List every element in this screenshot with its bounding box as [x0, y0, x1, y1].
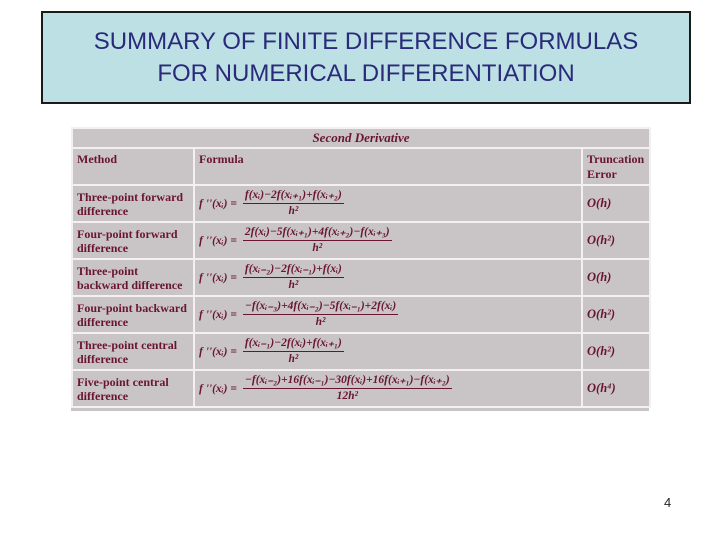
formula-numerator: f(xᵢ₋₂)−2f(xᵢ₋₁)+f(xᵢ): [243, 263, 344, 278]
formula-lhs: f ''(xᵢ) =: [199, 345, 237, 358]
formula-lhs: f ''(xᵢ) =: [199, 271, 237, 284]
formula-table-container: [71, 127, 649, 411]
column-header-error: Truncation Error: [582, 148, 650, 185]
formula-cell: [194, 333, 582, 370]
truncation-error-cell: O(h): [582, 259, 650, 296]
formula-denominator: h²: [288, 353, 299, 365]
formula-fraction: [243, 189, 344, 218]
formula-lhs: f ''(xᵢ) =: [199, 308, 237, 321]
table-row: [72, 370, 650, 407]
column-header-method: Method: [72, 148, 194, 185]
formula-denominator: h²: [312, 242, 323, 254]
formula-numerator: 2f(xᵢ)−5f(xᵢ₊₁)+4f(xᵢ₊₂)−f(xᵢ₊₃): [243, 226, 392, 241]
truncation-error-cell: O(h²): [582, 296, 650, 333]
table-row: [72, 296, 650, 333]
formula-numerator: f(xᵢ₋₁)−2f(xᵢ)+f(xᵢ₊₁): [243, 337, 344, 352]
table-row: [72, 185, 650, 222]
formula-lhs: f ''(xᵢ) =: [199, 234, 237, 247]
formula-cell: [194, 185, 582, 222]
formula-fraction: [243, 300, 398, 329]
formula-cell: [194, 296, 582, 333]
method-cell: Four-point backward difference: [72, 296, 194, 333]
formula-denominator: h²: [288, 279, 299, 291]
formula-fraction: [243, 337, 344, 366]
method-cell: Four-point forward difference: [72, 222, 194, 259]
formula-numerator: f(xᵢ)−2f(xᵢ₊₁)+f(xᵢ₊₂): [243, 189, 344, 204]
formula-fraction: [243, 374, 452, 403]
slide-title-line-2: FOR NUMERICAL DIFFERENTIATION: [157, 59, 575, 87]
table-row: [72, 222, 650, 259]
formula-fraction: [243, 226, 392, 255]
method-cell: Three-point central difference: [72, 333, 194, 370]
truncation-error-cell: O(h⁴): [582, 370, 650, 407]
formula-lhs: f ''(xᵢ) =: [199, 197, 237, 210]
slide-title-line-1: SUMMARY OF FINITE DIFFERENCE FORMULAS: [93, 27, 639, 55]
method-cell: Three-point backward difference: [72, 259, 194, 296]
table-section-title: Second Derivative: [72, 128, 650, 148]
formula-fraction: [243, 263, 344, 292]
table-row: [72, 333, 650, 370]
formula-numerator: −f(xᵢ₋₃)+4f(xᵢ₋₂)−5f(xᵢ₋₁)+2f(xᵢ): [243, 300, 398, 315]
formula-cell: [194, 222, 582, 259]
formula-denominator: 12h²: [336, 390, 358, 402]
truncation-error-cell: O(h): [582, 185, 650, 222]
slide-title: [41, 11, 691, 104]
table-row: [72, 259, 650, 296]
method-cell: Five-point central difference: [72, 370, 194, 407]
method-cell: Three-point forward difference: [72, 185, 194, 222]
column-header-formula: Formula: [194, 148, 582, 185]
formula-denominator: h²: [288, 205, 299, 217]
formula-cell: [194, 259, 582, 296]
formula-table: [71, 127, 651, 408]
formula-lhs: f ''(xᵢ) =: [199, 382, 237, 395]
formula-denominator: h²: [315, 316, 326, 328]
truncation-error-cell: O(h²): [582, 222, 650, 259]
formula-numerator: −f(xᵢ₋₂)+16f(xᵢ₋₁)−30f(xᵢ)+16f(xᵢ₊₁)−f(xᵢ₊₂): [243, 374, 452, 389]
formula-cell: [194, 370, 582, 407]
page-number: 4: [664, 495, 672, 510]
truncation-error-cell: O(h²): [582, 333, 650, 370]
